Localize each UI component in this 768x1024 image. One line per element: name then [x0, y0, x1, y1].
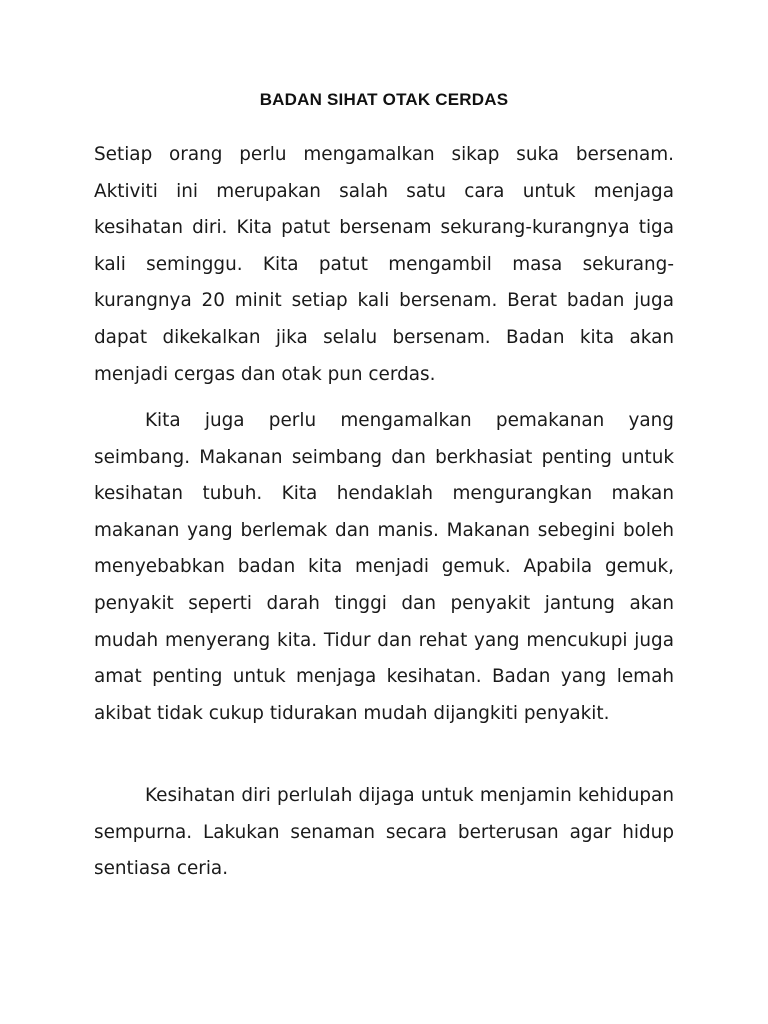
paragraph-3: Kesihatan diri perlulah dijaga untuk menjamin kehidupan sempurna. Lakukan senaman secara berterusan agar hidup sentiasa ceria. [94, 785, 674, 880]
paragraph-1: Setiap orang perlu mengamalkan sikap suka bersenam. Aktiviti ini merupakan salah satu cara untuk menjaga kesihatan diri. Kita patut bersenam sekurang-kurangnya tiga kali seminggu. Kita patut mengambil masa sekurang-kurangnya 20 minit setiap kali bersenam. Berat badan juga dapat dikekalkan jika selalu bersenam. Badan kita akan menjadi cergas dan otak pun cerdas. [94, 144, 674, 385]
paragraph-2: Kita juga perlu mengamalkan pemakanan yang seimbang. Makanan seimbang dan berkhasiat penting untuk kesihatan tubuh. Kita hendaklah mengurangkan makan makanan yang berlemak dan manis. Makanan sebegini boleh menyebabkan badan kita menjadi gemuk. Apabila gemuk, penyakit seperti darah tinggi dan penyakit jantung akan mudah menyerang kita. Tidur dan rehat yang mencukupi juga amat penting untuk menjaga kesihatan. Badan yang lemah akibat tidak cukup tidurakan mudah dijangkiti penyakit. [94, 410, 674, 724]
document-title: BADAN SIHAT OTAK CERDAS [259, 90, 509, 109]
